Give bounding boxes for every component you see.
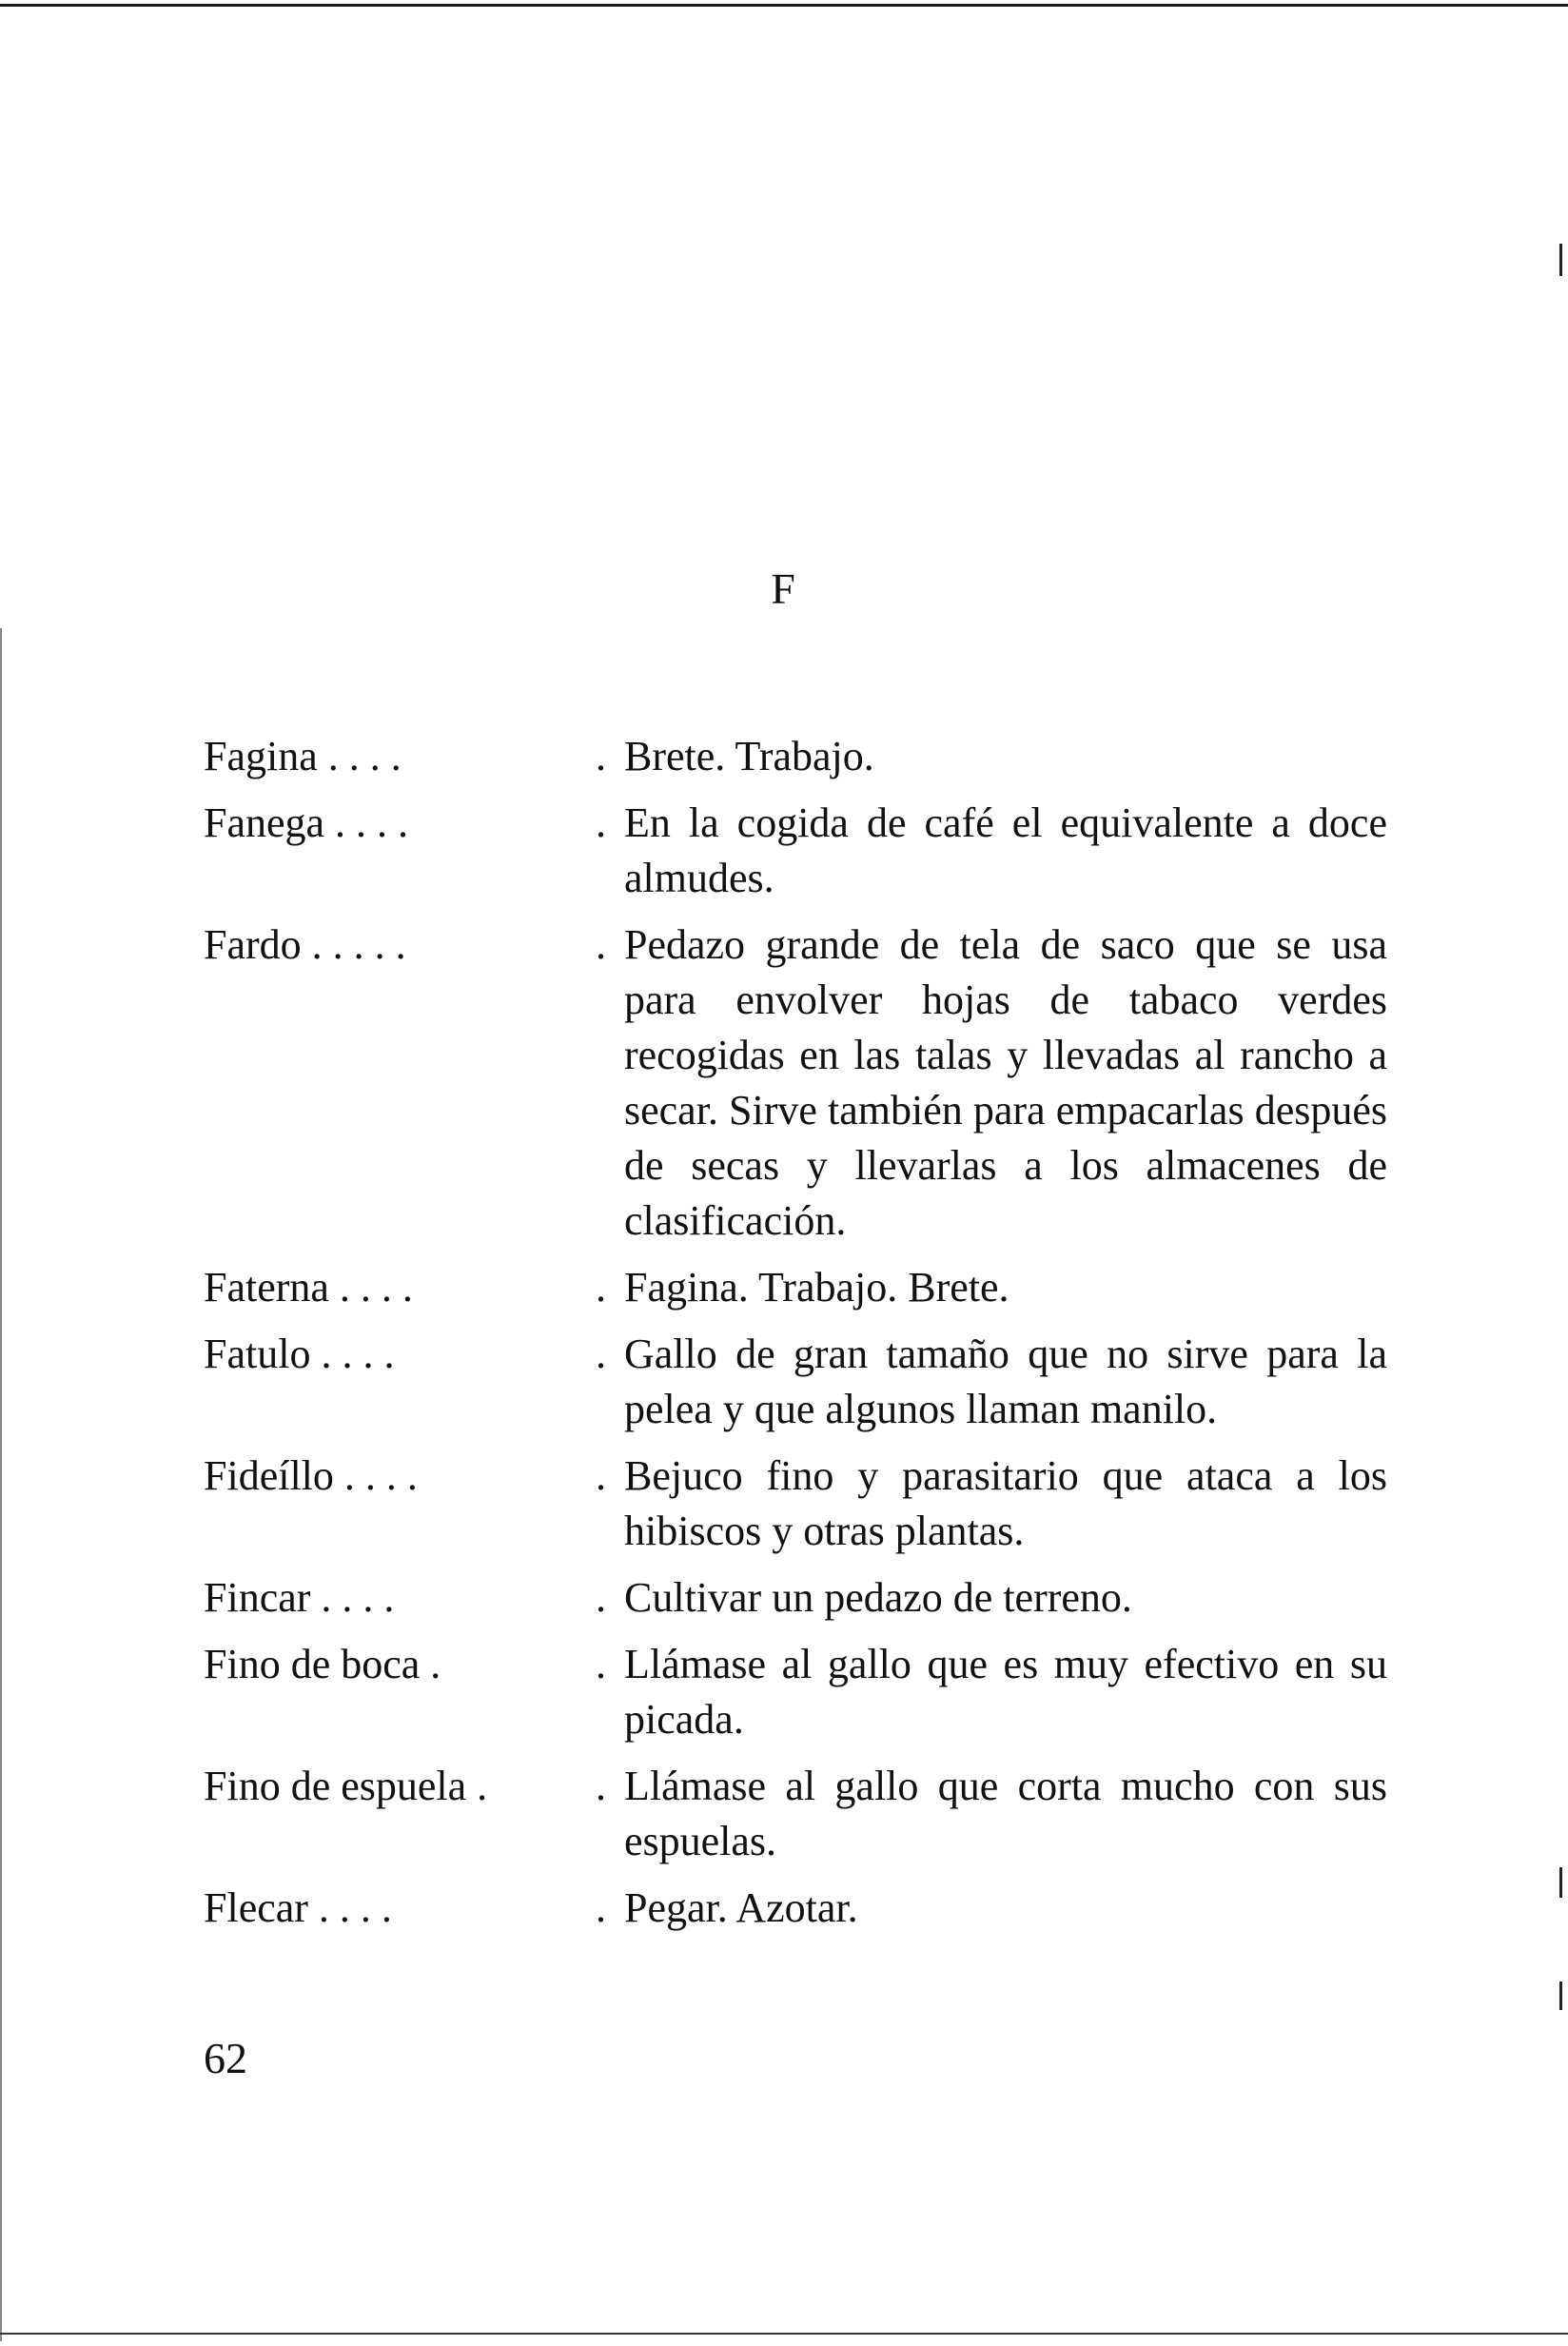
glossary-entry: [204, 729, 1387, 784]
entry-term: Fanega . . . .: [204, 799, 409, 846]
glossary-entries: [204, 729, 1387, 1947]
entry-leader-dot: .: [596, 799, 606, 846]
entry-definition: Pegar. Azotar.: [624, 1884, 858, 1931]
entry-definition: Llámase al gallo que es muy efectivo en su picada.: [624, 1641, 1387, 1743]
entry-definition: Fagina. Trabajo. Brete.: [624, 1264, 1009, 1311]
section-letter-heading: F: [771, 564, 797, 613]
entry-definition: Brete. Trabajo.: [624, 733, 874, 779]
bottom-border-rule: [0, 2333, 1568, 2335]
entry-term: Fino de boca .: [204, 1641, 441, 1687]
entry-leader-dot: .: [596, 1884, 606, 1931]
edge-mark: [1559, 244, 1562, 276]
edge-mark: [1559, 1867, 1562, 1898]
entry-term: Flecar . . . .: [204, 1884, 392, 1931]
entry-leader-dot: .: [596, 1264, 606, 1311]
entry-definition: Cultivar un pedazo de terreno.: [624, 1574, 1132, 1621]
entry-term: Fatulo . . . .: [204, 1331, 395, 1377]
entry-leader-dot: .: [596, 1452, 606, 1499]
entry-definition: En la cogida de café el equivalente a doce almudes.: [624, 799, 1387, 901]
entry-definition: Pedazo grande de tela de saco que se usa para envolver hojas de tabaco verdes recogidas en las talas y llevadas al rancho a secar. Sirve también para empacarlas después de secas y llevarlas a los almacenes de clasificación.: [624, 921, 1387, 1244]
entry-term: Fino de espuela .: [204, 1763, 488, 1809]
glossary-entry: [204, 917, 1387, 1249]
entry-term: Faterna . . . .: [204, 1264, 413, 1311]
entry-leader-dot: .: [596, 733, 606, 779]
entry-term: Fincar . . . .: [204, 1574, 395, 1621]
top-border-rule: [0, 4, 1568, 7]
glossary-entry: [204, 1759, 1387, 1869]
glossary-entry: [204, 1449, 1387, 1559]
entry-leader-dot: .: [596, 1641, 606, 1687]
entry-term: Fagina . . . .: [204, 733, 402, 779]
entry-leader-dot: .: [596, 1763, 606, 1809]
glossary-entry: [204, 1570, 1387, 1626]
edge-mark: [1559, 1981, 1562, 2010]
entry-leader-dot: .: [596, 921, 606, 968]
entry-term: Fideíllo . . . .: [204, 1452, 418, 1499]
entry-leader-dot: .: [596, 1574, 606, 1621]
glossary-entry: [204, 1260, 1387, 1315]
glossary-entry: [204, 1881, 1387, 1936]
entry-leader-dot: .: [596, 1331, 606, 1377]
left-page-edge: [0, 628, 2, 2341]
entry-term: Fardo . . . . .: [204, 921, 406, 968]
page-number: 62: [204, 2034, 247, 2082]
entry-definition: Bejuco fino y parasitario que ataca a los hibiscos y otras plantas.: [624, 1452, 1387, 1554]
glossary-entry: [204, 796, 1387, 906]
entry-definition: Gallo de gran tamaño que no sirve para la pelea y que algunos llaman manilo.: [624, 1331, 1387, 1432]
glossary-entry: [204, 1327, 1387, 1437]
glossary-entry: [204, 1637, 1387, 1747]
entry-definition: Llámase al gallo que corta mucho con sus espuelas.: [624, 1763, 1387, 1864]
